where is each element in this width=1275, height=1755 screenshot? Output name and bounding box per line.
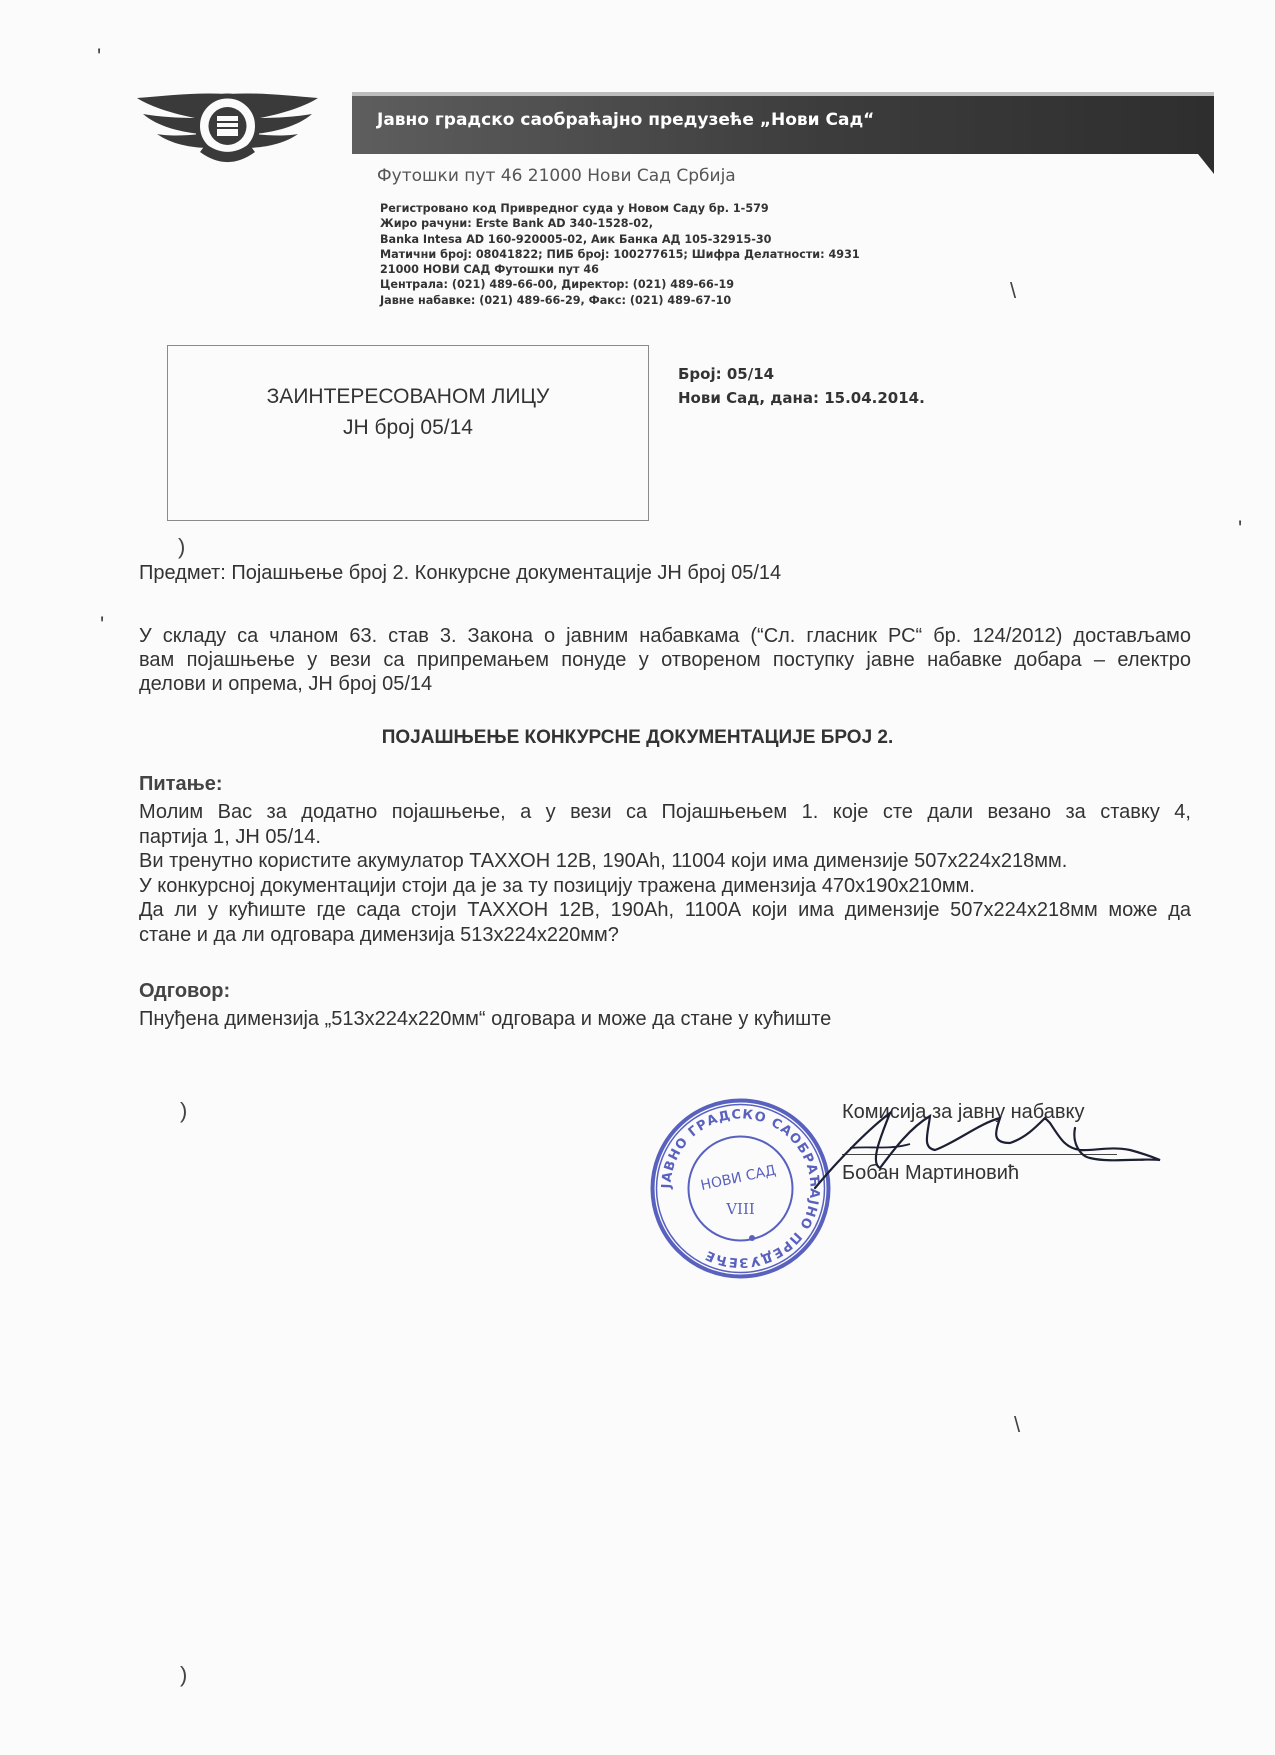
header-banner [352,92,1214,154]
recipient-reference: ЈН број 05/14 [343,416,473,439]
scan-speck: ' [100,612,105,637]
scan-speck: ) [178,534,186,559]
intro-line: делови и опрема, ЈН број 05/14 [139,673,433,695]
question-line: партија 1, ЈН 05/14. [139,825,321,848]
intro-paragraph [139,624,1191,696]
company-address: Футошки пут 46 21000 Нови Сад Србија [377,166,736,186]
question-text [139,800,1191,947]
svg-text:ЈАВНО ГРАДСКО САОБРАЋАЈНО ПРЕД [659,1107,821,1269]
signer-name: Бобан Мартиновић [842,1162,1020,1184]
registration-info [380,201,860,308]
intro-line: У складу са чланом 63. став 3. Закона о јавним набавкама (“Сл. гласник РС“ бр. 124/2012) достављамо [139,625,1191,647]
document-meta [678,362,925,410]
document-number: Број: 05/14 [678,365,775,383]
company-logo [135,88,320,168]
stamp-numeral: VIII [726,1200,755,1218]
registration-line: Централа: (021) 489-66-00, Директор: (021) 489-66-19 [380,278,735,292]
scan-speck: \ [1010,278,1017,303]
intro-line: вам појашњење у вези са припремањем понуде у отвореном поступку јавне набавке добара – електро [139,649,1191,671]
document-date: Нови Сад, дана: 15.04.2014. [678,389,925,407]
question-line: Да ли у кућиште где сада стоји ТАХХОН 12В, 190Аh, 1100А који има димензије 507x224x218мм може да [139,899,1191,921]
recipient-title: ЗАИНТЕРЕСОВАНОМ ЛИЦУ [266,385,550,408]
registration-line: Јавне набавке: (021) 489-66-29, Факс: (021) 489-67-10 [380,293,732,307]
answer-label: Одговор: [139,980,231,1002]
registration-line: Матични број: 08041822; ПИБ број: 100277615; Шифра Делатности: 4931 [380,247,860,261]
question-line: стане и да ли одговара димензија 513x224x220мм? [139,923,619,946]
scan-speck: ) [180,1662,188,1687]
registration-line: Регистровано код Привредног суда у Новом Саду бр. 1-579 [380,202,769,215]
registration-line: Жиро рачуни: Erste Bank AD 340-1528-02, [380,217,654,231]
banner-fold [1198,154,1214,174]
scan-speck: \ [1014,1412,1021,1437]
answer-text: Пнуђена димензија „513x224x220мм“ одговара и може да стане у кућиште [139,1008,832,1030]
company-name: Јавно градско саобраћајно предузеће „Нови Сад“ [377,110,875,130]
subject-line: Предмет: Појашњење број 2. Конкурсне документације ЈН број 05/14 [139,562,782,584]
registration-line: Banka Intesa AD 160-920005-02, Аик Банка АД 105-32915-30 [380,232,772,246]
question-line: Молим Вас за додатно појашњење, а у вези са Појашњењем 1. које сте дали везано за ставку 4, [139,801,1191,823]
committee-title: Комисија за јавну набавку [842,1101,1085,1123]
scan-speck: ) [180,1098,188,1123]
stamp-ring-text: ЈАВНО ГРАДСКО САОБРАЋАЈНО ПРЕДУЗЕЋЕ [659,1107,822,1270]
stamp-city: НОВИ САД [699,1162,778,1194]
question-label: Питање: [139,773,223,795]
question-line: Ви тренутно користите акумулатор ТАХХОН 12В, 190Аh, 11004 који има димензије 507x224x218мм. [139,850,1068,872]
section-heading: ПОЈАШЊЕЊЕ КОНКУРСНЕ ДОКУМЕНТАЦИЈЕ БРОЈ 2. [381,727,894,748]
official-stamp [648,1096,833,1281]
handwritten-signature [810,1088,1165,1198]
scan-speck: ' [1238,516,1243,541]
question-line: У конкурсној документацији стоји да је за ту позицију тражена димензија 470x190x210мм. [139,874,975,897]
recipient-box [167,345,649,521]
scan-speck: ' [97,44,102,69]
registration-line: 21000 НОВИ САД Футошки пут 46 [380,263,599,277]
